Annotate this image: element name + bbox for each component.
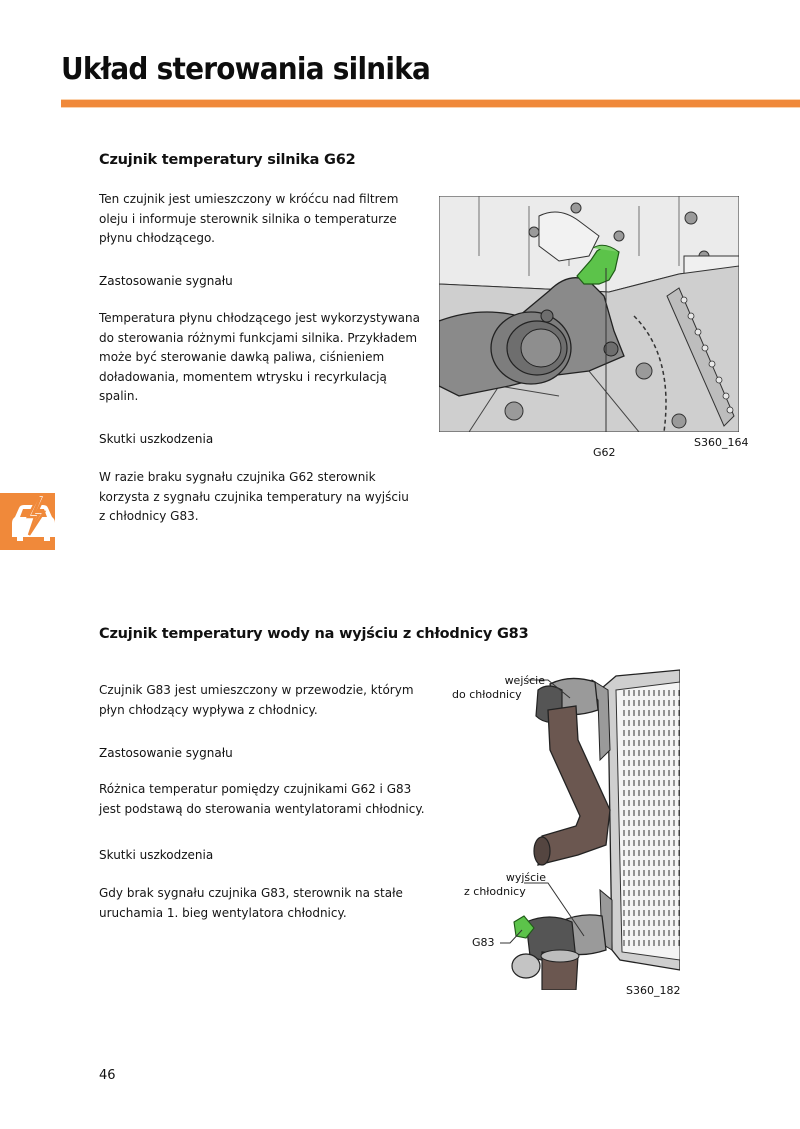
- text-line: Różnica temperatur pomiędzy czujnikami G62 i G83: [99, 782, 412, 796]
- g83-signal-use-heading: Zastosowanie sygnału: [99, 746, 233, 760]
- text-line: wyjście: [505, 871, 546, 884]
- text-line: Czujnik G83 jest umieszczony w przewodzie, którym: [99, 683, 414, 697]
- g62-failure: [99, 468, 409, 527]
- page-number: 46: [99, 1068, 116, 1083]
- text-line: płyn chłodzący wypływa z chłodnicy.: [99, 702, 318, 717]
- car-electrical-fault-icon: [0, 493, 61, 550]
- text-line: z chłodnicy G83.: [99, 509, 199, 523]
- text-line: płynu chłodzącego.: [99, 231, 215, 245]
- text-line: spalin.: [99, 389, 139, 403]
- text-line: może być sterowanie dawką paliwa, ciśnieniem: [99, 350, 385, 364]
- g83-figure-code: S360_182: [626, 984, 681, 997]
- page-title: Układ sterowania silnika: [61, 52, 431, 87]
- text-line: Ten czujnik jest umieszczony w króćcu nad filtrem: [99, 192, 399, 206]
- g83-intro: [99, 681, 414, 720]
- text-line: wejście: [504, 674, 545, 687]
- g83-figure: [430, 660, 680, 990]
- g62-signal-use: [99, 309, 420, 407]
- text-line: Temperatura płynu chłodzącego jest wykorzystywana: [99, 311, 420, 325]
- radiator-illustration: [430, 660, 680, 990]
- text-line: jest podstawą do sterowania wentylatorami chłodnicy.: [99, 801, 425, 816]
- g83-callout-label: G83: [472, 936, 495, 949]
- text-line: korzysta z sygnału czujnika temperatury na wyjściu: [99, 489, 409, 504]
- g62-intro: [99, 190, 398, 249]
- text-line: W razie braku sygnału czujnika G62 sterownik: [99, 470, 376, 484]
- g62-failure-heading: Skutki uszkodzenia: [99, 432, 214, 446]
- text-line: Gdy brak sygnału czujnika G83, sterownik na stałe: [99, 886, 403, 900]
- text-line: oleju i informuje sterownik silnika o temperaturze: [99, 211, 397, 226]
- title-rule: [61, 99, 800, 108]
- inlet-label: [481, 674, 545, 688]
- outlet-label-line2: z chłodnicy: [464, 885, 526, 898]
- section-heading-g83: Czujnik temperatury wody na wyjściu z chłodnicy G83: [99, 626, 529, 642]
- text-line: do sterowania różnymi funkcjami silnika. Przykładem: [99, 330, 418, 345]
- g62-callout-label: G62: [593, 446, 616, 459]
- g62-figure: [439, 196, 739, 432]
- outlet-label: [484, 871, 546, 885]
- g83-signal-use: [99, 780, 425, 819]
- text-line: doładowania, momentem wtrysku i recyrkulacją: [99, 369, 387, 384]
- g83-failure: [99, 884, 403, 923]
- g83-failure-heading: Skutki uszkodzenia: [99, 848, 214, 862]
- inlet-label-line2: do chłodnicy: [452, 688, 522, 701]
- g62-figure-code: S360_164: [694, 436, 749, 449]
- text-line: uruchamia 1. bieg wentylatora chłodnicy.: [99, 905, 347, 920]
- engine-illustration: [439, 196, 739, 432]
- section-heading-g62: Czujnik temperatury silnika G62: [99, 152, 356, 168]
- g62-signal-use-heading: Zastosowanie sygnału: [99, 274, 233, 288]
